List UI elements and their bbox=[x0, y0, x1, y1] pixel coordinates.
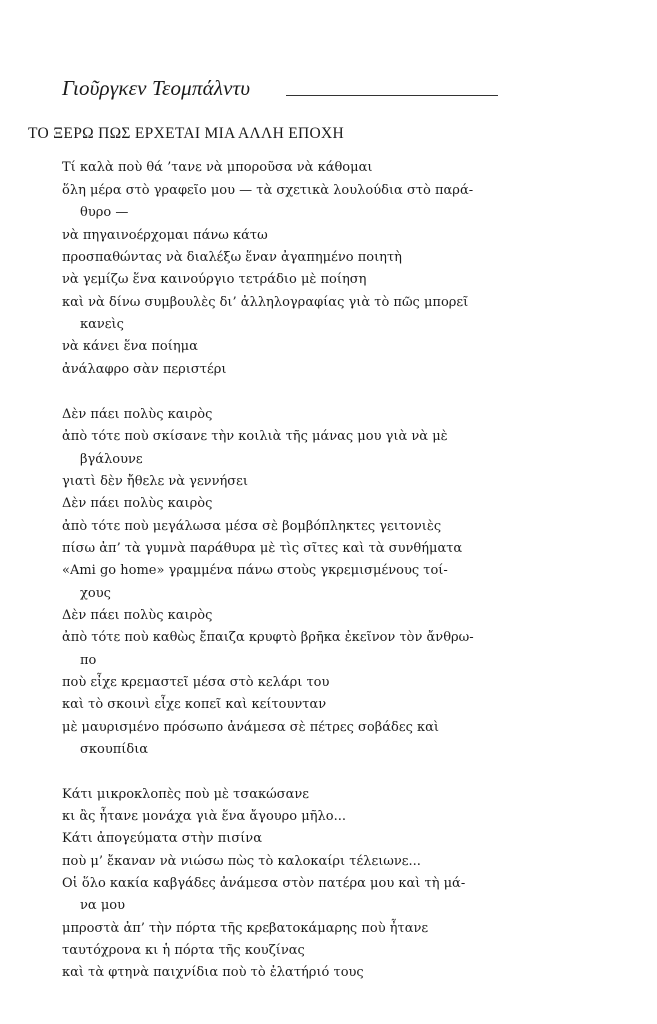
poem-line: να μου bbox=[80, 898, 125, 913]
poem-line: ταυτόχρονα κι ἡ πόρτα τῆς κουζίνας bbox=[62, 943, 305, 958]
poem-line: ἀπὸ τότε ποὺ μεγάλωσα μέσα σὲ βομβόπληκτες γειτονιὲς bbox=[62, 519, 442, 534]
poem-line: πο bbox=[80, 653, 97, 668]
poem-line: ἀπὸ τότε ποὺ καθὼς ἔπαιζα κρυφτὸ βρῆκα ἐκεῖνον τὸν ἄνθρω- bbox=[62, 630, 474, 645]
poem-line: ἀπὸ τότε ποὺ σκίσανε τὴν κοιλιὰ τῆς μάνας μου γιὰ νὰ μὲ bbox=[62, 429, 448, 444]
poem-line: σκουπίδια bbox=[80, 742, 149, 757]
poem-line: χους bbox=[80, 586, 111, 601]
poem-line: ποὺ εἶχε κρεμαστεῖ μέσα στὸ κελάρι του bbox=[62, 675, 330, 690]
poem-line: ἀνάλαφρο σὰν περιστέρι bbox=[62, 362, 227, 377]
header-rule bbox=[286, 95, 498, 96]
poem-line: Οἱ ὅλο κακία καβγάδες ἀνάμεσα στὸν πατέρα μου καὶ τὴ μά- bbox=[62, 876, 466, 891]
poem-line: κι ἂς ἦτανε μονάχα γιὰ ἕνα ἄγουρο μῆλο... bbox=[62, 809, 346, 824]
poem-line: Τί καλὰ ποὺ θά ’τανε νὰ μποροῦσα νὰ κάθομαι bbox=[62, 160, 373, 175]
poem-line: κανεὶς bbox=[80, 317, 124, 332]
poem-line: νὰ κάνει ἕνα ποίημα bbox=[62, 339, 198, 354]
poem-line: προσπαθώντας νὰ διαλέξω ἕναν ἀγαπημένο ποιητὴ bbox=[62, 250, 402, 265]
poem-line: μὲ μαυρισμένο πρόσωπο ἀνάμεσα σὲ πέτρες σοβάδες καὶ bbox=[62, 720, 439, 735]
poem-line: καὶ νὰ δίνω συμβουλὲς δι’ ἀλληλογραφίας γιὰ τὸ πῶς μπορεῖ bbox=[62, 295, 469, 310]
poem-line: νὰ πηγαινοέρχομαι πάνω κάτω bbox=[62, 228, 268, 243]
poem-line: μπροστὰ ἀπ’ τὴν πόρτα τῆς κρεβατοκάμαρης ποὺ ἦτανε bbox=[62, 921, 429, 936]
author-name: Γιοῦργκεν Τεομπάλντυ bbox=[62, 76, 251, 100]
poem-line: ποὺ μ’ ἔκαναν νὰ νιώσω πὼς τὸ καλοκαίρι τέλειωνε... bbox=[62, 854, 421, 869]
poem-line: θυρο — bbox=[80, 205, 129, 220]
poem-line: νὰ γεμίζω ἕνα καινούργιο τετράδιο μὲ ποίηση bbox=[62, 272, 367, 287]
poem-line: γιατὶ δὲν ἤθελε νὰ γεννήσει bbox=[62, 474, 248, 489]
poem-line: καὶ τὰ φτηνὰ παιχνίδια ποὺ τὸ ἐλατήριό τους bbox=[62, 965, 364, 980]
poem-line: «Ami go home» γραμμένα πάνω στοὺς γκρεμισμένους τοί- bbox=[62, 563, 448, 578]
poem-line: Κάτι ἀπογεύματα στὴν πισίνα bbox=[62, 831, 262, 846]
poem-line: Δὲν πάει πολὺς καιρὸς bbox=[62, 608, 213, 623]
poem-line: Δὲν πάει πολὺς καιρὸς bbox=[62, 407, 213, 422]
poem-line: Δὲν πάει πολὺς καιρὸς bbox=[62, 496, 213, 511]
poem-line: ὅλη μέρα στὸ γραφεῖο μου — τὰ σχετικὰ λουλούδια στὸ παρά- bbox=[62, 183, 474, 198]
poem-title: ΤΟ ΞΕΡΩ ΠΩΣ ΕΡΧΕΤΑΙ ΜΙΑ ΑΛΛΗ ΕΠΟΧΗ bbox=[28, 125, 345, 142]
poem-line: καὶ τὸ σκοινὶ εἶχε κοπεῖ καὶ κείτουνταν bbox=[62, 697, 327, 712]
poem-line: πίσω ἀπ’ τὰ γυμνὰ παράθυρα μὲ τὶς σῖτες καὶ τὰ συνθήματα bbox=[62, 541, 463, 556]
poem-line: βγάλουνε bbox=[80, 452, 143, 467]
poem-line: Κάτι μικροκλοπὲς ποὺ μὲ τσακώσανε bbox=[62, 787, 309, 802]
